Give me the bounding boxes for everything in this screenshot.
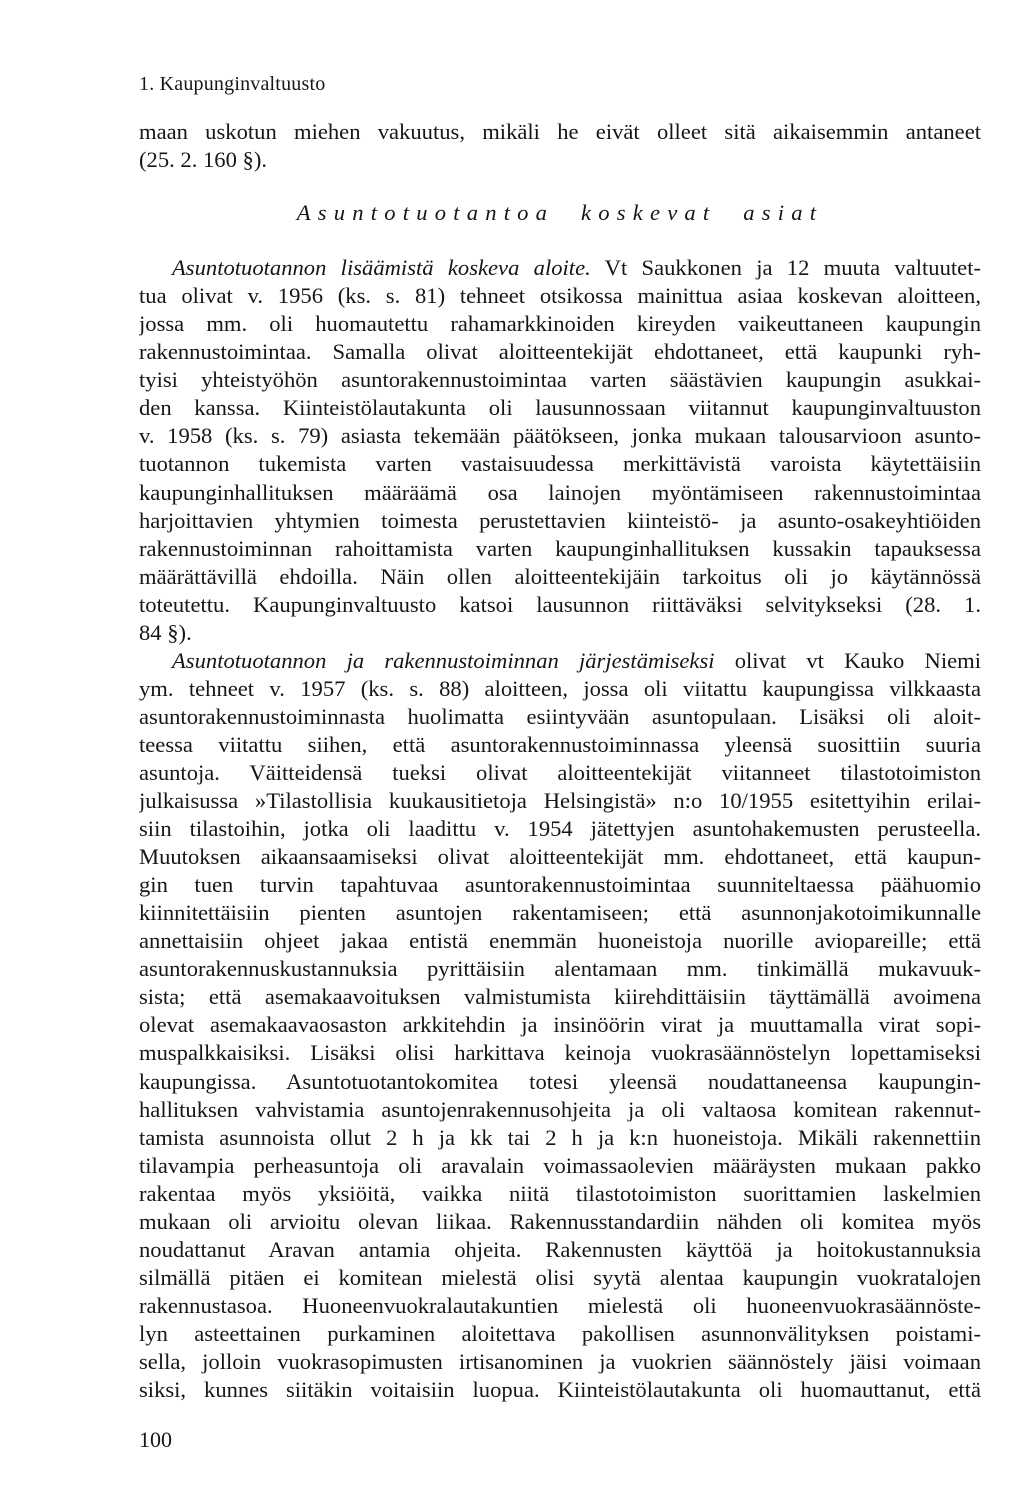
text-line: muspalkkaisiksi. Lisäksi olisi harkittava keinoja vuokrasäännöstelyn lopettamiseksi	[139, 1040, 981, 1066]
text-line: siksi, kunnes siitäkin voitaisiin luopua. Kiinteistölautakunta oli huomauttanut, että	[139, 1377, 981, 1403]
text-line: asuntoja. Väitteidensä tueksi olivat aloitteentekijät viitanneet tilastotoimiston	[139, 759, 981, 785]
text-line: kaupunginhallituksen määräämä osa lainojen myöntämiseen rakennustoimintaa	[139, 479, 981, 505]
paragraph-lead-rest: olivat vt Kauko Niemi	[714, 647, 981, 673]
running-head: 1. Kaupunginvaltuusto	[139, 73, 326, 95]
paragraph-lead-line	[139, 647, 981, 675]
text-line: mukaan oli arvioitu olevan liikaa. Rakennusstandardiin nähden oli komitea myös	[139, 1208, 981, 1234]
text-line: asuntorakennuskustannuksia pyrittäisiin alentamaan mm. tinkimällä mukavuuk-	[139, 956, 981, 982]
text-line: rakennustoiminnan rahoittamista varten kaupunginhallituksen kussakin tapauksessa	[139, 535, 981, 561]
text-line: olevat asemakaavaosaston arkkitehdin ja insinöörin virat ja muuttamalla virat sopi-	[139, 1012, 981, 1038]
text-line: harjoittavien yhtymien toimesta perustettavien kiinteistö- ja asunto-osakeyhtiöiden	[139, 507, 981, 533]
text-line: määrättävillä ehdoilla. Näin ollen aloitteentekijäin tarkoitus oli jo käytännössä	[139, 563, 981, 589]
text-line: hallituksen vahvistamia asuntojenrakennusohjeita ja oli valtaosa komitean rakennut-	[139, 1096, 981, 1122]
paragraph-asuntotuotannon-lisaamista	[139, 254, 981, 647]
text-line: rakentaa myös yksiöitä, vaikka niitä tilastotoimiston suorittamien laskelmien	[139, 1180, 981, 1206]
text-line: (25. 2. 160 §).	[139, 147, 268, 173]
text-line: tamista asunnoista ollut 2 h ja kk tai 2 h ja k:n huoneistoja. Mikäli rakennettiin	[139, 1124, 981, 1150]
text-line: julkaisussa »Tilastollisia kuukausitietoja Helsingistä» n:o 10/1955 esitettyihin erilai-	[139, 788, 981, 814]
text-line: rakennustasoa. Huoneenvuokralautakuntien mielestä oli huoneenvuokrasäännöste-	[139, 1292, 981, 1318]
paragraph-lead-italic: Asuntotuotannon ja rakennustoiminnan järjestämiseksi	[172, 647, 715, 673]
text-line: kaupungissa. Asuntotuotantokomitea totesi yleensä noudattaneensa kaupungin-	[139, 1068, 981, 1094]
text-line: rakennustoimintaa. Samalla olivat aloitteentekijät ehdottaneet, että kaupunki ryh-	[139, 339, 981, 365]
text-line: v. 1958 (ks. s. 79) asiasta tekemään päätökseen, jonka mukaan talousarvioon asunto-	[139, 423, 981, 449]
text-line: silmällä pitäen ei komitean mielestä olisi syytä alentaa kaupungin vuokratalojen	[139, 1264, 981, 1290]
text-line: noudattanut Aravan antamia ohjeita. Rakennusten käyttöä ja hoitokustannuksia	[139, 1236, 981, 1262]
text-line: sella, jolloin vuokrasopimusten irtisanominen ja vuokrien säännöstely jäisi voimaan	[139, 1348, 981, 1374]
page-number: 100	[139, 1427, 172, 1452]
text-line: tuotannon tukemista varten vastaisuudessa merkittävistä varoista käytettäisiin	[139, 451, 981, 477]
paragraph-asuntotuotannon-jarjestamiseksi	[139, 647, 981, 1404]
text-line: tyisi yhteistyöhön asuntorakennustoimintaa varten säästävien kaupungin asukkai-	[139, 367, 981, 393]
text-line: tilavampia perheasuntoja oli aravalain voimassaolevien määräysten mukaan pakko	[139, 1152, 981, 1178]
text-line: Muutoksen aikaansaamiseksi olivat aloitteentekijät mm. ehdottaneet, että kaupun-	[139, 844, 981, 870]
text-line: sista; että asemakaavoituksen valmistumista kiirehdittäisiin täyttämällä avoimena	[139, 984, 981, 1010]
text-line: teessa viitattu siihen, että asuntorakennustoiminnassa yleensä suosittiin suuria	[139, 731, 981, 757]
text-line: lyn asteettainen purkaminen aloitettava pakollisen asunnonvälityksen poistami-	[139, 1320, 981, 1346]
text-line: asuntorakennustoiminnasta huolimatta esiintyvään asuntopulaan. Lisäksi oli aloit-	[139, 703, 981, 729]
text-line: maan uskotun miehen vakuutus, mikäli he eivät olleet sitä aikaisemmin antaneet	[139, 119, 981, 144]
text-line: toteutettu. Kaupunginvaltuusto katsoi lausunnon riittäväksi selvitykseksi (28. 1.	[139, 591, 981, 617]
text-line: jossa mm. oli huomautettu rahamarkkinoiden kireyden vaikeuttaneen kaupungin	[139, 311, 981, 337]
text-line: annettaisiin ohjeet jakaa entistä enemmän huoneistoja nuorille aviopareille; että	[139, 928, 981, 954]
section-heading: Asuntotuotantoa koskevat asiat	[296, 200, 824, 226]
text-line: ym. tehneet v. 1957 (ks. s. 88) aloitteen, jossa oli viitattu kaupungissa vilkkaasta	[139, 675, 981, 701]
paragraph-lead-rest: Vt Saukkonen ja 12 muuta valtuutet-	[590, 255, 981, 281]
text-line: gin tuen turvin tapahtuvaa asuntorakennustoimintaa suunniteltaessa päähuomio	[139, 872, 981, 898]
text-line: 84 §).	[139, 619, 192, 645]
text-line: den kanssa. Kiinteistölautakunta oli lausunnossaan viitannut kaupunginvaltuuston	[139, 395, 981, 421]
text-line: siin tilastoihin, jotka oli laadittu v. 1954 jätettyjen asuntohakemusten perusteella.	[139, 816, 981, 842]
text-line: kiinnitettäisiin pienten asuntojen rakentamiseen; että asunnonjakotoimikunnalle	[139, 900, 981, 926]
text-line: tua olivat v. 1956 (ks. s. 81) tehneet otsikossa mainittua asiaa koskevan aloitteen,	[139, 283, 981, 309]
paragraph-lead-line	[139, 254, 981, 282]
paragraph-lead-italic: Asuntotuotannon lisäämistä koskeva aloite.	[172, 255, 591, 281]
body-text	[139, 118, 981, 1404]
